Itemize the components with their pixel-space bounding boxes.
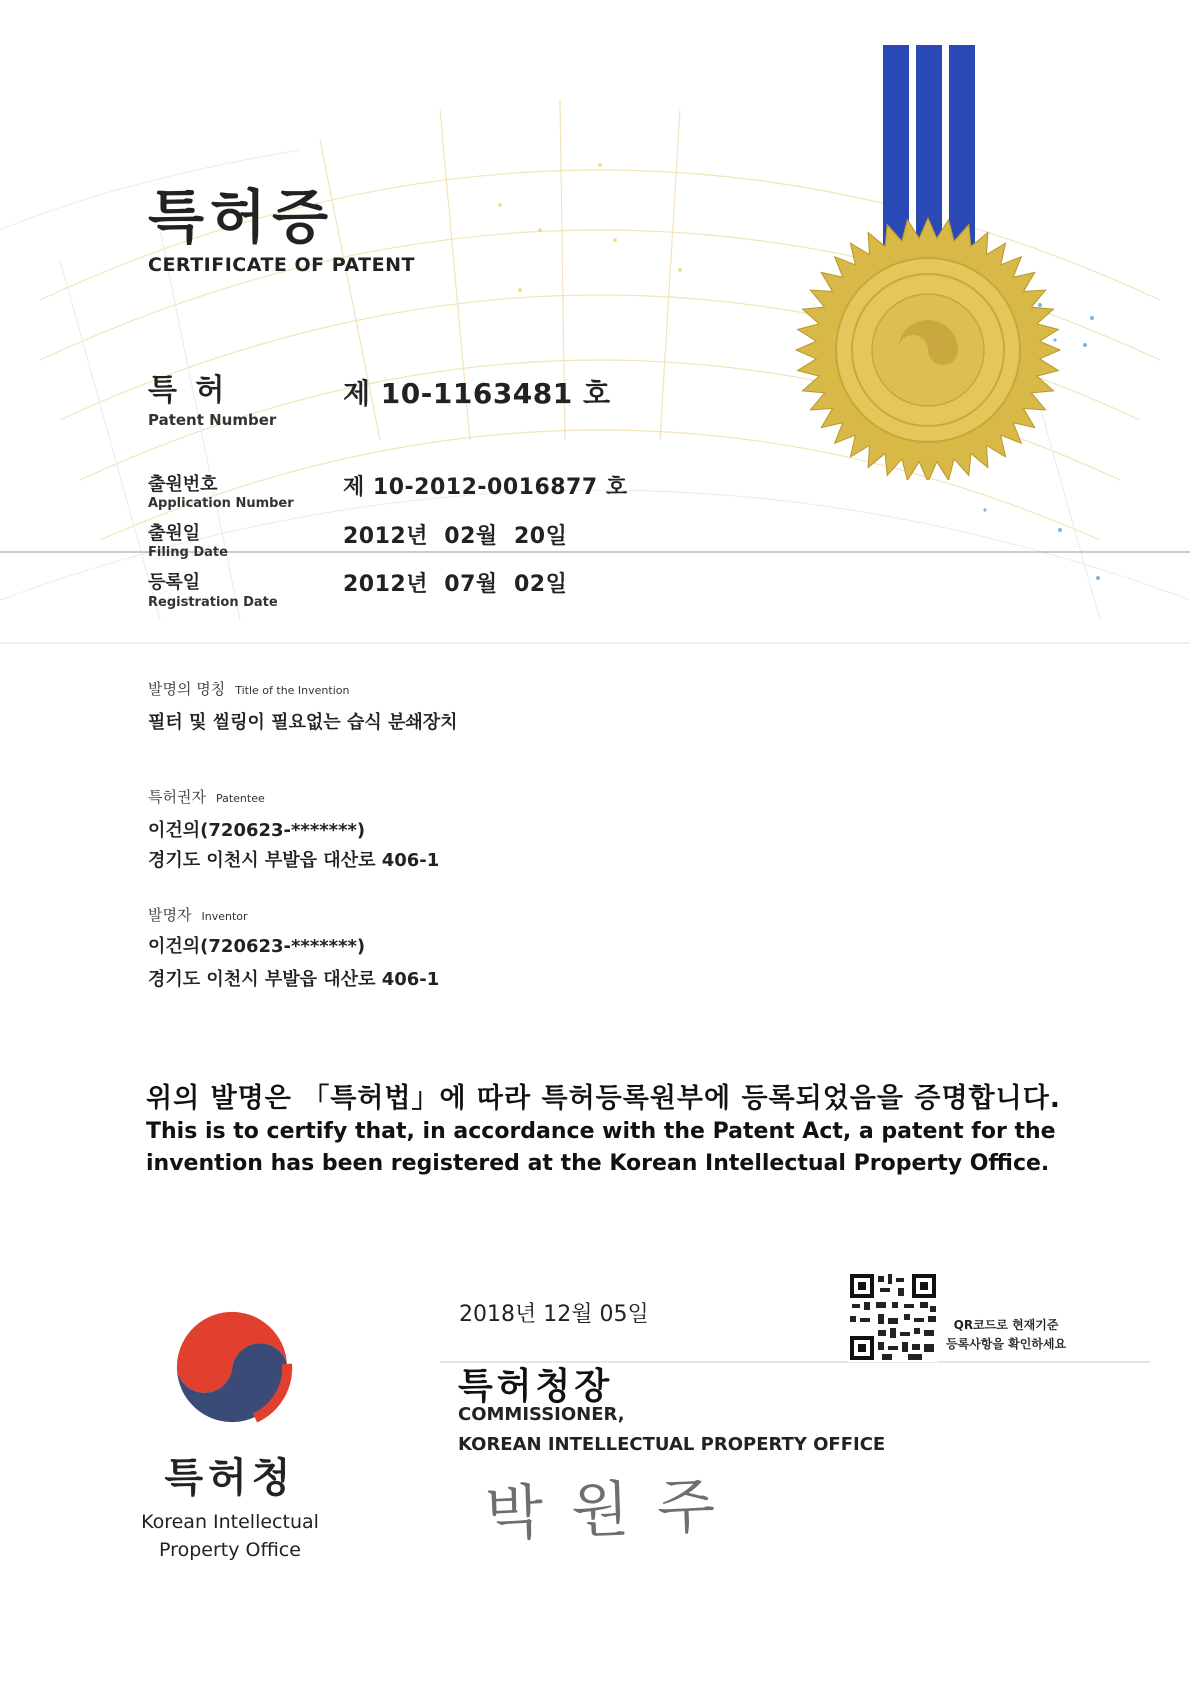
patent-number-label-english: Patent Number: [148, 411, 277, 429]
patent-number-value: 제 10-1163481 호: [343, 377, 611, 410]
issue-date: 2018년 12월 05일: [459, 1302, 649, 1327]
qr-note: [946, 1316, 1066, 1354]
inventor-name: 이건의(720623-*******): [148, 936, 366, 957]
patentee-label-korean: 특허권자: [148, 788, 206, 806]
commissioner-signature: 박원주: [484, 1470, 745, 1550]
certificate-title-english: CERTIFICATE OF PATENT: [148, 254, 415, 276]
commissioner-title-english: [458, 1400, 885, 1460]
commissioner-title-korean: 특허청장: [458, 1366, 614, 1407]
invention-label-english: Title of the Invention: [235, 684, 350, 697]
patent-number-label-korean: 특 허: [148, 373, 229, 408]
patentee-label: [148, 786, 265, 807]
inventor-address: 경기도 이천시 부발읍 대산로 406-1: [148, 969, 440, 990]
patentee-name: 이건의(720623-*******): [148, 820, 366, 841]
organization-name-korean: 특허청: [164, 1455, 296, 1501]
certificate-title-korean: 특허증: [148, 183, 335, 251]
registration-date-label-korean: 등록일: [148, 572, 201, 593]
patentee-label-english: Patentee: [215, 792, 265, 805]
registration-date-value: 2012년 07월 02일: [343, 572, 568, 597]
organization-name-line2: Property Office: [159, 1539, 301, 1561]
certification-statement-korean: 위의 발명은 「특허법」에 따라 특허등록원부에 등록되었음을 증명합니다.: [146, 1083, 1062, 1114]
qr-note-line2: 등록사항을 확인하세요: [946, 1337, 1067, 1351]
inventor-label-korean: 발명자: [148, 906, 192, 924]
patentee-address: 경기도 이천시 부발읍 대산로 406-1: [148, 850, 440, 871]
qr-code-icon[interactable]: [848, 1272, 938, 1362]
inventor-label: [148, 904, 248, 925]
qr-note-line1: QR코드로 현재기준: [953, 1318, 1059, 1332]
invention-label-korean: 발명의 명칭: [148, 680, 226, 698]
commissioner-title-line1: COMMISSIONER,: [458, 1404, 625, 1425]
filing-date-label-korean: 출원일: [148, 523, 201, 544]
inventor-label-english: Inventor: [201, 910, 248, 923]
gold-seal-icon: [770, 40, 1090, 480]
organization-name-line1: Korean Intellectual: [141, 1511, 319, 1533]
taeguk-logo-icon: [165, 1300, 300, 1435]
certification-statement-english: This is to certify that, in accordance with the Patent Act, a patent for the invention has been registered at the Korean Intellectual Property Office.: [146, 1119, 1056, 1176]
application-number-label-english: Application Number: [148, 496, 294, 511]
invention-title-value: 필터 및 씰링이 필요없는 습식 분쇄장치: [148, 712, 458, 733]
application-number-label-korean: 출원번호: [148, 474, 218, 495]
registration-date-label-english: Registration Date: [148, 595, 278, 610]
filing-date-label-english: Filing Date: [148, 545, 228, 560]
organization-name-english: [120, 1508, 340, 1564]
application-number-value: 제 10-2012-0016877 호: [343, 475, 628, 500]
commissioner-title-line2: KOREAN INTELLECTUAL PROPERTY OFFICE: [458, 1434, 886, 1455]
filing-date-value: 2012년 02월 20일: [343, 524, 568, 549]
invention-label: [148, 678, 349, 699]
